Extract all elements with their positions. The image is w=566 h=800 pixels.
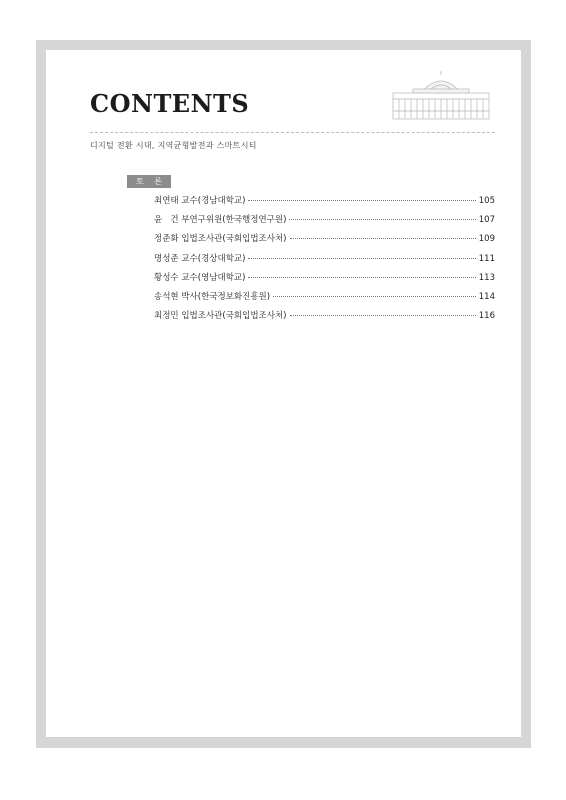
- toc-page-number: 111: [478, 253, 495, 264]
- toc-item[interactable]: [154, 309, 495, 328]
- toc-item[interactable]: [154, 213, 495, 232]
- toc-entry-title: 송석현 박사(한국정보화진흥원): [154, 291, 271, 302]
- table-of-contents: [154, 194, 495, 328]
- toc-entry-title: 최정민 입법조사관(국회입법조사처): [154, 311, 287, 322]
- toc-leader: [289, 219, 475, 220]
- toc-item[interactable]: [154, 232, 495, 251]
- toc-page-number: 105: [478, 196, 495, 206]
- toc-leader: [290, 315, 476, 316]
- document-subtitle: 디지털 전환 시대, 지역균형발전과 스마트시티: [90, 141, 257, 150]
- toc-entry-title: 정준화 입법조사관(국회입법조사처): [154, 234, 287, 245]
- toc-page-number: 107: [478, 215, 495, 226]
- title-divider: [90, 132, 495, 133]
- toc-leader: [248, 200, 475, 201]
- toc-item[interactable]: [154, 290, 495, 309]
- toc-entry-title: 황성수 교수(영남대학교): [154, 272, 246, 283]
- toc-leader: [248, 258, 475, 259]
- national-assembly-building-icon: [391, 65, 491, 121]
- page-frame: [36, 40, 531, 748]
- toc-leader: [290, 238, 476, 239]
- toc-item[interactable]: [154, 271, 495, 290]
- toc-entry-title: 최연태 교수(경남대학교): [154, 196, 246, 206]
- toc-leader: [248, 277, 475, 278]
- document-page: [46, 50, 521, 737]
- toc-page-number: 113: [478, 272, 495, 283]
- toc-item[interactable]: [154, 194, 495, 213]
- section-badge: 토 론: [127, 175, 171, 188]
- toc-entry-title: 명성준 교수(경상대학교): [154, 253, 246, 264]
- toc-page-number: 109: [478, 234, 495, 245]
- toc-leader: [273, 296, 476, 297]
- toc-entry-title: 윤 건 부연구위원(한국행정연구원): [154, 215, 287, 226]
- toc-item[interactable]: [154, 252, 495, 271]
- toc-page-number: 116: [478, 311, 495, 322]
- toc-page-number: 114: [478, 291, 495, 302]
- page-title: CONTENTS: [90, 89, 250, 118]
